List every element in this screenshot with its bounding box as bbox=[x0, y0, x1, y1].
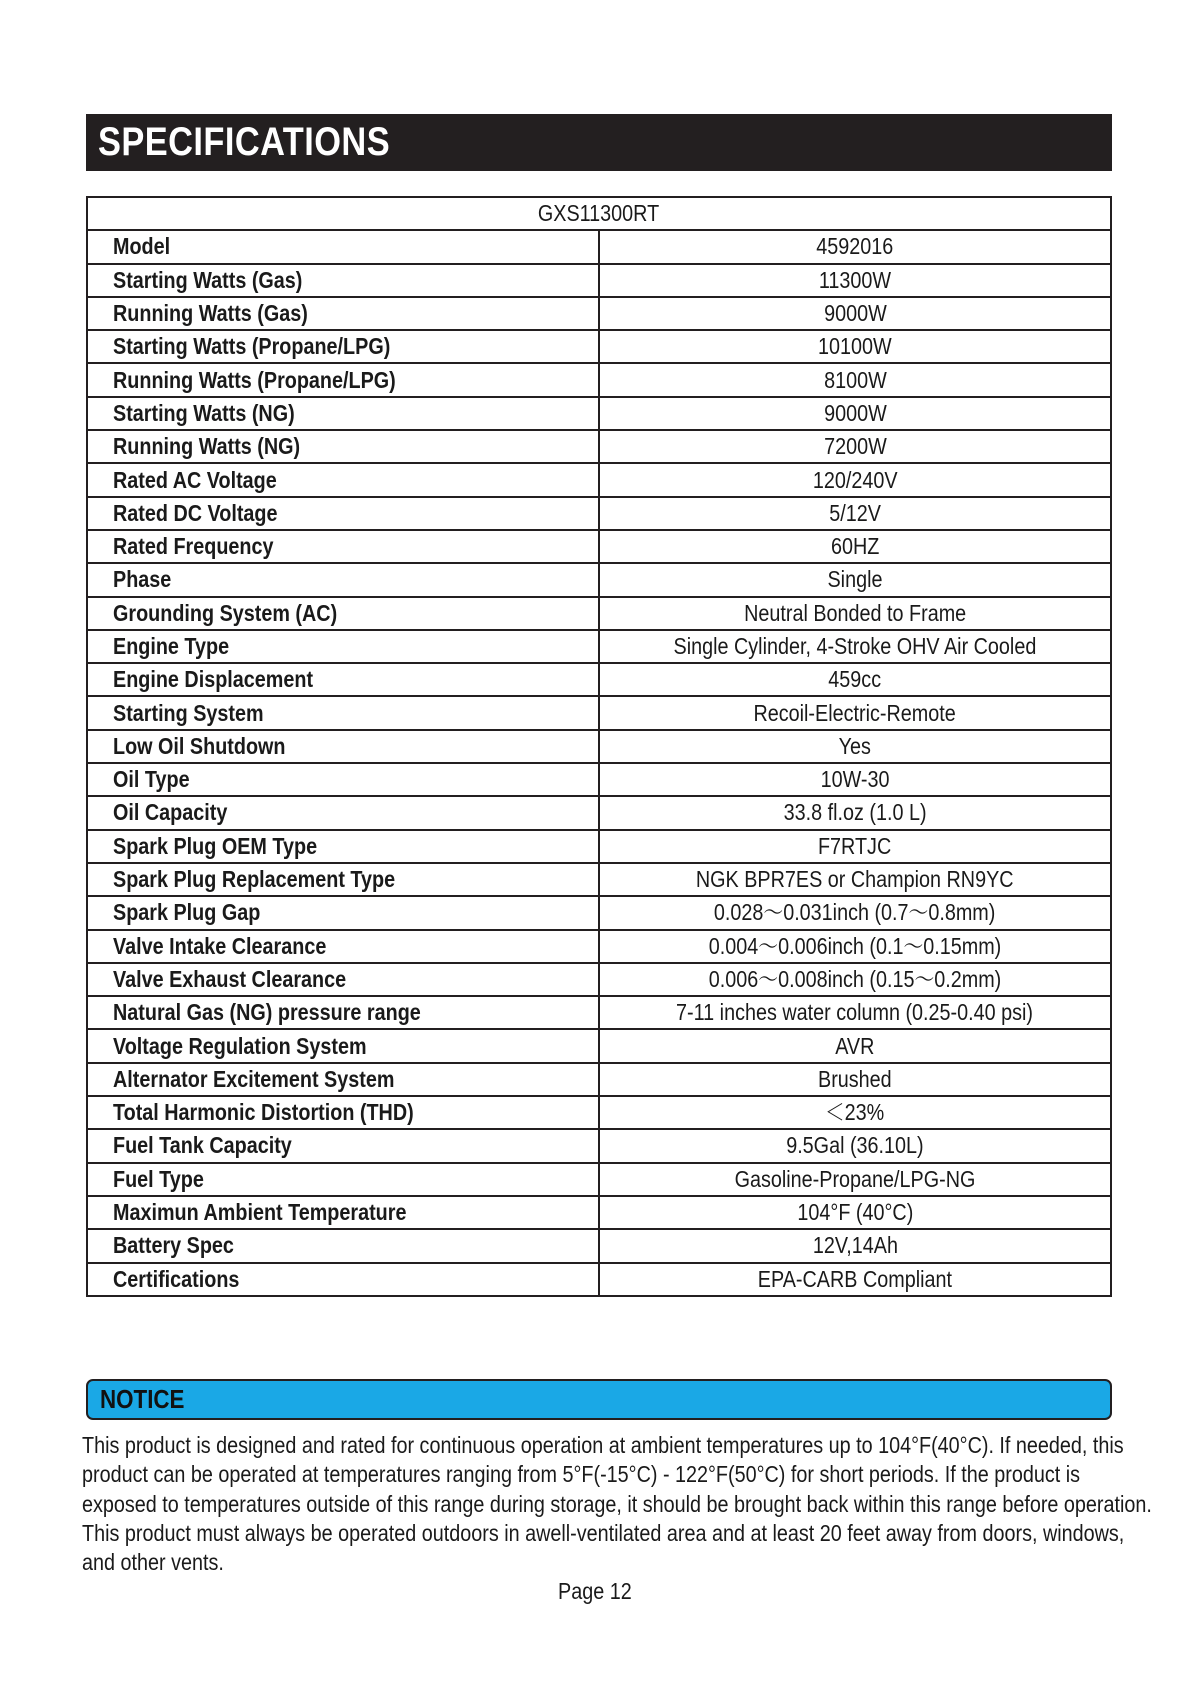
spec-label-text: Spark Plug OEM Type bbox=[113, 832, 318, 859]
spec-label-text: Maximun Ambient Temperature bbox=[113, 1199, 407, 1226]
spec-label bbox=[87, 996, 599, 1029]
spec-value-text: 11300W bbox=[818, 266, 892, 293]
table-row bbox=[87, 397, 1111, 430]
model-header-cell bbox=[87, 197, 1111, 230]
table-row bbox=[87, 930, 1111, 963]
page-number bbox=[0, 1578, 1190, 1605]
spec-label-text: Running Watts (Propane/LPG) bbox=[113, 366, 396, 393]
spec-label-text: Oil Type bbox=[113, 766, 190, 793]
notice-banner bbox=[86, 1379, 1112, 1420]
spec-label bbox=[87, 463, 599, 496]
spec-value bbox=[599, 1096, 1111, 1129]
spec-label bbox=[87, 1263, 599, 1296]
spec-label bbox=[87, 663, 599, 696]
spec-label-text: Fuel Type bbox=[113, 1165, 204, 1192]
spec-value-text: Single Cylinder, 4-Stroke OHV Air Cooled bbox=[673, 633, 1037, 659]
table-row bbox=[87, 696, 1111, 729]
spec-value-text: 9.5Gal (36.10L) bbox=[786, 1132, 924, 1159]
spec-value bbox=[599, 397, 1111, 430]
spec-value-text: F7RTJC bbox=[818, 832, 892, 859]
table-row bbox=[87, 530, 1111, 563]
spec-value-text: NGK BPR7ES or Champion RN9YC bbox=[696, 866, 1014, 893]
table-row bbox=[87, 1229, 1111, 1262]
table-row bbox=[87, 297, 1111, 330]
spec-label bbox=[87, 1029, 599, 1062]
table-row bbox=[87, 1063, 1111, 1096]
table-row bbox=[87, 963, 1111, 996]
spec-label bbox=[87, 1196, 599, 1229]
spec-label bbox=[87, 830, 599, 863]
spec-value bbox=[599, 1029, 1111, 1062]
spec-label-text: Rated AC Voltage bbox=[113, 466, 277, 493]
spec-value-text: Single bbox=[827, 566, 883, 593]
table-row bbox=[87, 1163, 1111, 1196]
spec-label-text: Running Watts (Gas) bbox=[113, 300, 308, 327]
spec-value-text: 4592016 bbox=[816, 233, 894, 260]
spec-label-text: Grounding System (AC) bbox=[113, 599, 338, 626]
spec-label-text: Battery Spec bbox=[113, 1232, 234, 1259]
spec-value-text: AVR bbox=[835, 1032, 875, 1059]
spec-value-text: 33.8 fl.oz (1.0 L) bbox=[783, 799, 927, 826]
spec-label bbox=[87, 763, 599, 796]
spec-value-text: 7200W bbox=[823, 433, 887, 460]
table-row bbox=[87, 830, 1111, 863]
spec-label bbox=[87, 863, 599, 896]
spec-value-text: 0.006～0.008inch (0.15～0.2mm) bbox=[708, 965, 1002, 992]
table-row bbox=[87, 1196, 1111, 1229]
spec-value bbox=[599, 930, 1111, 963]
spec-value-text: 9000W bbox=[823, 399, 887, 426]
spec-value-text: 5/12V bbox=[829, 499, 881, 526]
spec-label bbox=[87, 430, 599, 463]
spec-value bbox=[599, 1129, 1111, 1162]
table-row bbox=[87, 1129, 1111, 1162]
spec-value bbox=[599, 1229, 1111, 1262]
spec-label bbox=[87, 963, 599, 996]
spec-value bbox=[599, 497, 1111, 530]
spec-label bbox=[87, 297, 599, 330]
spec-value-text: 104°F (40°C) bbox=[797, 1199, 913, 1226]
model-header-text: GXS11300RT bbox=[538, 200, 660, 227]
table-row bbox=[87, 563, 1111, 596]
table-row bbox=[87, 1263, 1111, 1296]
spec-label-text: Spark Plug Gap bbox=[113, 899, 261, 926]
spec-label bbox=[87, 730, 599, 763]
table-row bbox=[87, 497, 1111, 530]
spec-label bbox=[87, 1129, 599, 1162]
spec-value-text: 10W-30 bbox=[820, 766, 890, 793]
spec-value bbox=[599, 896, 1111, 929]
spec-value-text: 0.028～0.031inch (0.7～0.8mm) bbox=[714, 899, 996, 926]
spec-value-text: 459cc bbox=[828, 666, 882, 693]
page-title: SPECIFICATIONS bbox=[98, 120, 391, 164]
table-row bbox=[87, 597, 1111, 630]
spec-label-text: Total Harmonic Distortion (THD) bbox=[113, 1099, 414, 1126]
spec-label bbox=[87, 330, 599, 363]
spec-value bbox=[599, 1196, 1111, 1229]
spec-label-text: Starting Watts (Propane/LPG) bbox=[113, 333, 391, 360]
spec-label-text: Oil Capacity bbox=[113, 799, 228, 826]
specifications-table bbox=[86, 196, 1112, 1297]
section-header bbox=[86, 114, 1112, 171]
spec-label bbox=[87, 696, 599, 729]
spec-value-text: Gasoline-Propane/LPG-NG bbox=[734, 1165, 976, 1192]
spec-value-text: Neutral Bonded to Frame bbox=[743, 599, 967, 626]
spec-value-text: 60HZ bbox=[830, 533, 880, 560]
spec-value-text: Yes bbox=[838, 732, 872, 759]
spec-label-text: Low Oil Shutdown bbox=[113, 732, 286, 759]
spec-label bbox=[87, 597, 599, 630]
spec-label-text: Starting Watts (Gas) bbox=[113, 266, 303, 293]
spec-value-text: 8100W bbox=[823, 366, 887, 393]
spec-label-text: Starting System bbox=[113, 699, 264, 726]
spec-label-text: Engine Type bbox=[113, 633, 230, 659]
table-row bbox=[87, 763, 1111, 796]
spec-label-text: Alternator Excitement System bbox=[113, 1065, 395, 1092]
spec-label bbox=[87, 397, 599, 430]
spec-label-text: Rated DC Voltage bbox=[113, 499, 278, 526]
table-row bbox=[87, 663, 1111, 696]
spec-value bbox=[599, 1163, 1111, 1196]
table-row bbox=[87, 630, 1111, 663]
spec-value bbox=[599, 430, 1111, 463]
spec-value bbox=[599, 863, 1111, 896]
spec-label-text: Starting Watts (NG) bbox=[113, 399, 295, 426]
table-row bbox=[87, 1029, 1111, 1062]
spec-value-text: 7-11 inches water column (0.25-0.40 psi) bbox=[676, 999, 1034, 1026]
notice-text: This product is designed and rated for continuous operation at ambient temperatures up to 104°F(40°C). If needed, this product can be operated at temperatures ranging from 5°F(-15°C) - 122°F(50°C) for short periods. If the product is exposed to temperatures outside of this range during storage, it should be brought back within this range before operation. This product must always be operated outdoors in awell-ventilated area and at least 20 feet away from doors, windows, and other vents. bbox=[82, 1432, 1152, 1576]
table-row bbox=[87, 230, 1111, 263]
spec-value bbox=[599, 996, 1111, 1029]
spec-value-text: Recoil-Electric-Remote bbox=[753, 699, 957, 726]
spec-value bbox=[599, 264, 1111, 297]
spec-label-text: Certifications bbox=[113, 1265, 240, 1292]
spec-value bbox=[599, 297, 1111, 330]
table-row bbox=[87, 430, 1111, 463]
spec-label-text: Natural Gas (NG) pressure range bbox=[113, 999, 421, 1026]
spec-value bbox=[599, 796, 1111, 829]
spec-value-text: EPA-CARB Compliant bbox=[757, 1265, 953, 1292]
spec-value bbox=[599, 830, 1111, 863]
spec-value bbox=[599, 330, 1111, 363]
model-header-row bbox=[87, 197, 1111, 230]
spec-label bbox=[87, 264, 599, 297]
spec-value bbox=[599, 463, 1111, 496]
spec-value bbox=[599, 963, 1111, 996]
table-row bbox=[87, 796, 1111, 829]
spec-label-text: Engine Displacement bbox=[113, 666, 314, 693]
spec-label bbox=[87, 363, 599, 396]
spec-label bbox=[87, 230, 599, 263]
spec-label bbox=[87, 530, 599, 563]
spec-value bbox=[599, 530, 1111, 563]
spec-label bbox=[87, 796, 599, 829]
spec-value bbox=[599, 630, 1111, 663]
spec-table-body bbox=[87, 197, 1111, 1296]
table-row bbox=[87, 996, 1111, 1029]
spec-value-text: 120/240V bbox=[812, 466, 898, 493]
spec-label bbox=[87, 1063, 599, 1096]
spec-label-text: Rated Frequency bbox=[113, 533, 274, 560]
notice-label: NOTICE bbox=[100, 1384, 185, 1414]
spec-value bbox=[599, 1063, 1111, 1096]
spec-label bbox=[87, 563, 599, 596]
spec-value-text: 10100W bbox=[818, 333, 892, 360]
spec-value bbox=[599, 563, 1111, 596]
spec-label-text: Running Watts (NG) bbox=[113, 433, 301, 460]
spec-value bbox=[599, 763, 1111, 796]
spec-value-text: 12V,14Ah bbox=[812, 1232, 898, 1259]
spec-label-text: Voltage Regulation System bbox=[113, 1032, 367, 1059]
spec-label bbox=[87, 896, 599, 929]
spec-label-text: Spark Plug Replacement Type bbox=[113, 866, 396, 893]
spec-label bbox=[87, 1096, 599, 1129]
spec-label bbox=[87, 1163, 599, 1196]
table-row bbox=[87, 330, 1111, 363]
table-row bbox=[87, 264, 1111, 297]
spec-label-text: Valve Exhaust Clearance bbox=[113, 965, 347, 992]
spec-label bbox=[87, 930, 599, 963]
spec-value bbox=[599, 696, 1111, 729]
spec-value bbox=[599, 730, 1111, 763]
table-row bbox=[87, 863, 1111, 896]
spec-value-text: Brushed bbox=[818, 1065, 892, 1092]
spec-label bbox=[87, 630, 599, 663]
table-row bbox=[87, 730, 1111, 763]
spec-value bbox=[599, 597, 1111, 630]
page-number-text: Page 12 bbox=[558, 1578, 632, 1604]
spec-value bbox=[599, 230, 1111, 263]
spec-value-text: 9000W bbox=[823, 300, 887, 327]
table-row bbox=[87, 1096, 1111, 1129]
table-row bbox=[87, 896, 1111, 929]
spec-label bbox=[87, 497, 599, 530]
spec-label-text: Phase bbox=[113, 566, 172, 593]
spec-value bbox=[599, 363, 1111, 396]
spec-value bbox=[599, 663, 1111, 696]
table-row bbox=[87, 463, 1111, 496]
table-row bbox=[87, 363, 1111, 396]
spec-label bbox=[87, 1229, 599, 1262]
spec-label-text: Valve Intake Clearance bbox=[113, 932, 327, 959]
spec-value-text: 0.004～0.006inch (0.1～0.15mm) bbox=[708, 932, 1002, 959]
spec-label-text: Model bbox=[113, 233, 171, 260]
spec-value-text: ＜23% bbox=[825, 1099, 885, 1126]
spec-value bbox=[599, 1263, 1111, 1296]
spec-label-text: Fuel Tank Capacity bbox=[113, 1132, 292, 1159]
